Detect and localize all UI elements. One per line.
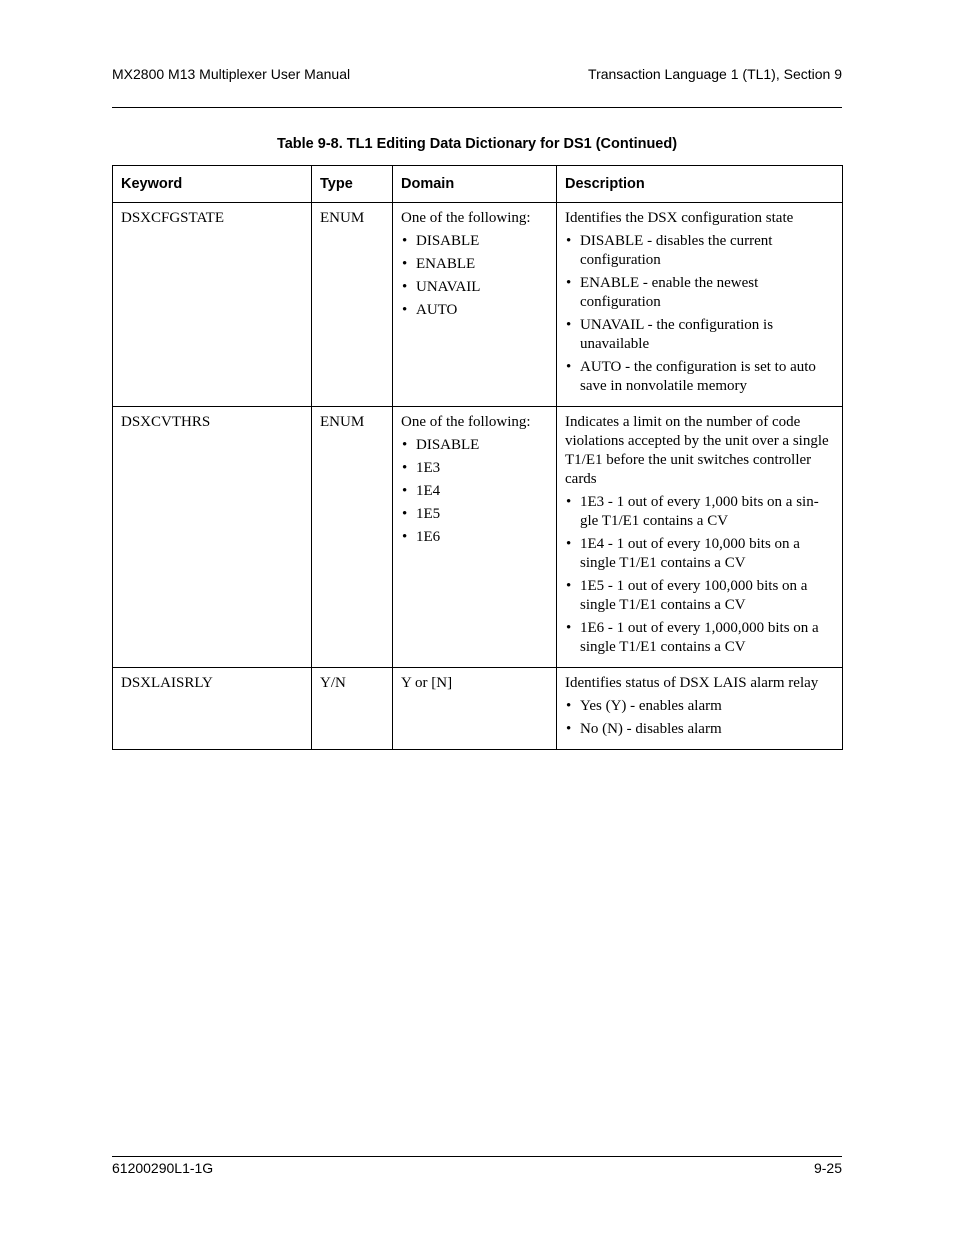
- footer-page-number: 9-25: [813, 1160, 842, 1176]
- table-row: [113, 203, 843, 407]
- domain-intro: One of the following:: [401, 210, 531, 226]
- list-item: • AUTO - the configuration is set to auto save in nonvolatile memory: [565, 358, 834, 396]
- table-row: [113, 668, 843, 750]
- domain-cell: [393, 203, 557, 407]
- list-item: • UNAVAIL: [401, 278, 548, 297]
- description-cell: [557, 668, 843, 750]
- type-cell: Y/N: [312, 668, 393, 750]
- list-item: • ENABLE - enable the newest configuration: [565, 274, 834, 312]
- description-intro: Identifies status of DSX LAIS alarm relay: [565, 675, 819, 691]
- table-header-row: [113, 166, 843, 203]
- column-header-type: Type: [312, 166, 393, 203]
- description-list: [565, 232, 834, 396]
- keyword-cell: DSXCFGSTATE: [113, 203, 312, 407]
- column-header-description: Description: [557, 166, 843, 203]
- list-item: • 1E3: [401, 459, 548, 478]
- column-header-domain: Domain: [393, 166, 557, 203]
- header-section-title: Transaction Language 1 (TL1), Section 9: [588, 66, 842, 82]
- footer-document-number: 61200290L1-1G: [112, 1160, 214, 1176]
- list-item: • UNAVAIL - the configuration is unavailable: [565, 316, 834, 354]
- list-item: • DISABLE: [401, 232, 548, 251]
- column-header-keyword: Keyword: [113, 166, 312, 203]
- data-dictionary-table: [112, 165, 843, 750]
- list-item: • 1E6 - 1 out of every 1,000,000 bits on a single T1/E1 contains a CV: [565, 619, 834, 657]
- description-list: [565, 697, 834, 739]
- table-caption: Table 9-8. TL1 Editing Data Dictionary for DS1 (Continued): [276, 136, 678, 152]
- table-row: [113, 407, 843, 668]
- page-header: [112, 66, 842, 82]
- list-item: • 1E5 - 1 out of every 100,000 bits on a single T1/E1 contains a CV: [565, 577, 834, 615]
- type-cell: ENUM: [312, 407, 393, 668]
- list-item: • 1E6: [401, 528, 548, 547]
- description-cell: [557, 407, 843, 668]
- list-item: • 1E3 - 1 out of every 1,000 bits on a sin-gle T1/E1 contains a CV: [565, 493, 834, 531]
- keyword-cell: DSXLAISRLY: [113, 668, 312, 750]
- list-item: • AUTO: [401, 301, 548, 320]
- type-cell: ENUM: [312, 203, 393, 407]
- footer-divider: [112, 1156, 842, 1157]
- domain-list: [401, 436, 548, 547]
- list-item: • Yes (Y) - enables alarm: [565, 697, 834, 716]
- list-item: • DISABLE - disables the current configuration: [565, 232, 834, 270]
- description-cell: [557, 203, 843, 407]
- list-item: • No (N) - disables alarm: [565, 720, 834, 739]
- list-item: • 1E4: [401, 482, 548, 501]
- list-item: • 1E5: [401, 505, 548, 524]
- header-divider: [112, 107, 842, 108]
- description-list: [565, 493, 834, 657]
- domain-intro: Y or [N]: [401, 675, 453, 691]
- list-item: • 1E4 - 1 out of every 10,000 bits on a single T1/E1 contains a CV: [565, 535, 834, 573]
- domain-list: [401, 232, 548, 320]
- domain-cell: [393, 407, 557, 668]
- domain-intro: One of the following:: [401, 414, 531, 430]
- domain-cell: [393, 668, 557, 750]
- header-manual-title: MX2800 M13 Multiplexer User Manual: [112, 66, 351, 82]
- list-item: • ENABLE: [401, 255, 548, 274]
- description-intro: Indicates a limit on the number of code violations accepted by the unit over a single T1/E1 before the unit switches controller cards: [565, 414, 829, 487]
- description-intro: Identifies the DSX configuration state: [565, 210, 794, 226]
- keyword-cell: DSXCVTHRS: [113, 407, 312, 668]
- list-item: • DISABLE: [401, 436, 548, 455]
- page-footer: [112, 1160, 842, 1176]
